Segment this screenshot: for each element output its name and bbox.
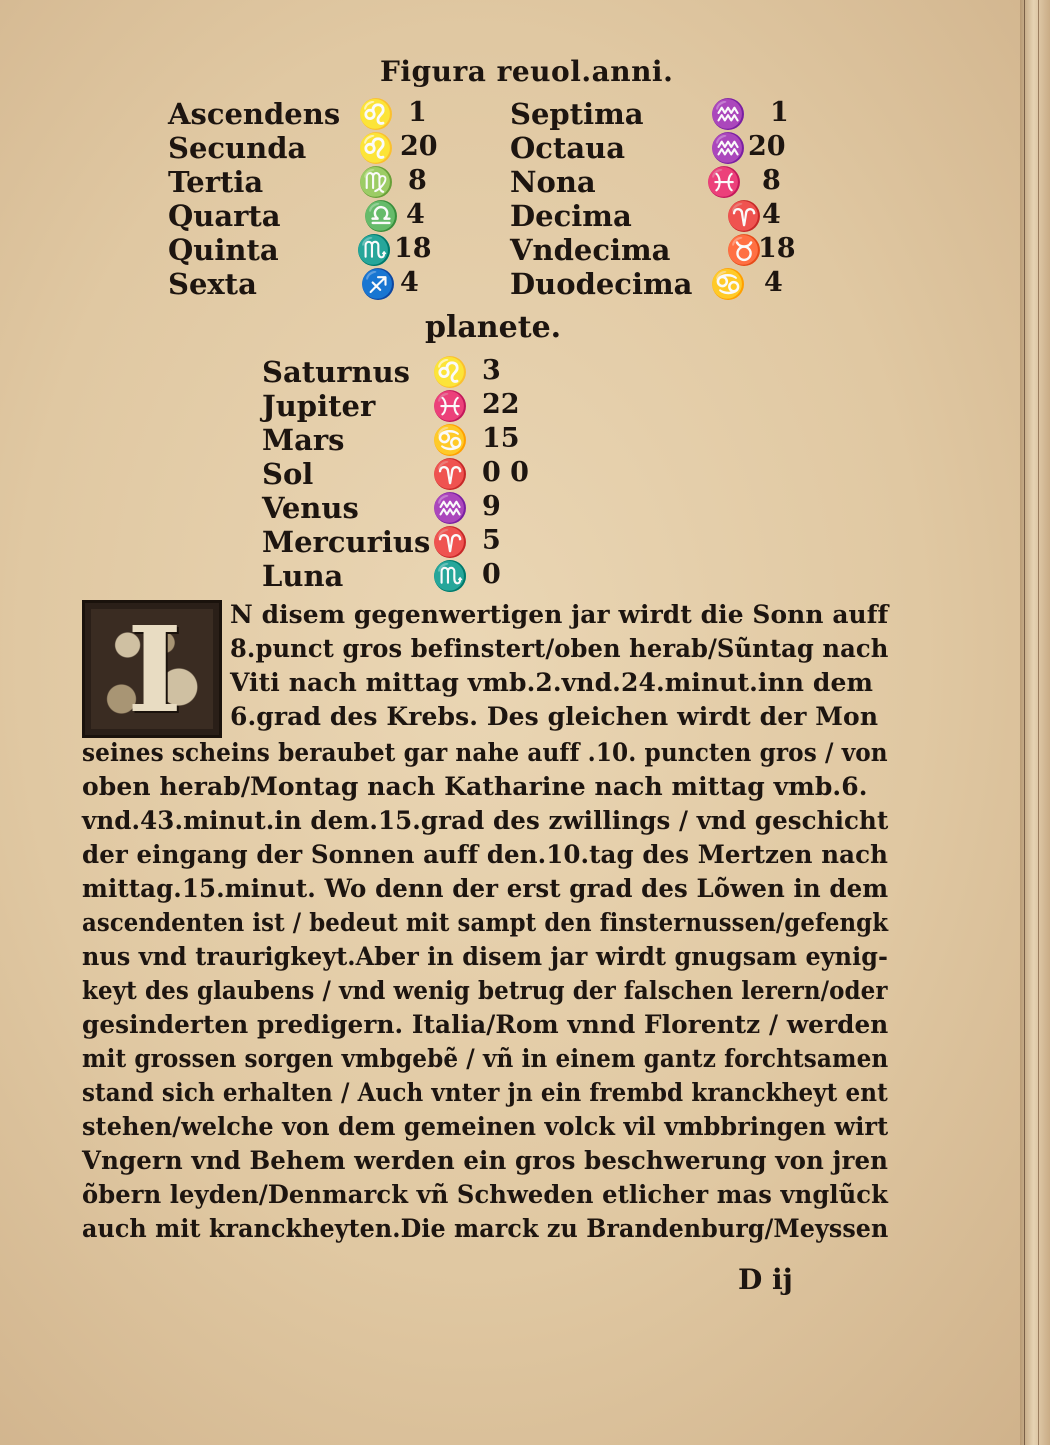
house-name: Nona bbox=[510, 165, 596, 199]
planet-name: Mercurius bbox=[262, 525, 431, 559]
planet-row bbox=[262, 355, 542, 389]
zodiac-sign-icon: ♈ bbox=[432, 457, 469, 491]
house-row bbox=[168, 233, 458, 267]
house-degree: 4 bbox=[406, 199, 425, 230]
text-line: 8.punct gros befinstert/oben herab/Sũntag nach bbox=[230, 634, 889, 663]
text-line: Viti nach mittag vmb.2.vnd.24.minut.inn dem bbox=[230, 668, 873, 697]
house-degree: 4 bbox=[400, 267, 419, 298]
planet-row bbox=[262, 525, 542, 559]
text-line: auch mit kranckheyten.Die marck zu Brandenburg/Meyssen bbox=[82, 1214, 889, 1243]
house-degree: 8 bbox=[408, 165, 427, 196]
planet-row bbox=[262, 491, 542, 525]
zodiac-sign-icon: ♈ bbox=[726, 199, 763, 233]
text-line: oben herab/Montag nach Katharine nach mittag vmb.6. bbox=[82, 772, 868, 801]
zodiac-sign-icon: ♋ bbox=[432, 423, 469, 457]
zodiac-sign-icon: ♓ bbox=[432, 389, 469, 423]
zodiac-sign-icon: ♒ bbox=[710, 131, 747, 165]
house-degree: 18 bbox=[758, 233, 796, 264]
zodiac-sign-icon: ♍ bbox=[358, 165, 395, 199]
house-degree: 20 bbox=[748, 131, 786, 162]
planet-row bbox=[262, 423, 542, 457]
zodiac-sign-icon: ♒ bbox=[710, 97, 747, 131]
house-row bbox=[168, 165, 458, 199]
house-degree: 4 bbox=[764, 267, 783, 298]
text-line: 6.grad des Krebs. Des gleichen wirdt der Mon bbox=[230, 702, 879, 731]
planet-row bbox=[262, 559, 542, 593]
house-row bbox=[510, 199, 810, 233]
planet-degree: 9 bbox=[482, 491, 501, 522]
zodiac-sign-icon: ♌ bbox=[432, 355, 469, 389]
text-line: ascendenten ist / bedeut mit sampt den finsternussen/gefengk bbox=[82, 908, 889, 937]
book-spine bbox=[1020, 0, 1050, 1445]
planet-name: Mars bbox=[262, 423, 345, 457]
planets-title: planete. bbox=[425, 310, 562, 345]
planet-degree: 3 bbox=[482, 355, 501, 386]
house-row bbox=[510, 267, 810, 301]
planet-name: Luna bbox=[262, 559, 344, 593]
zodiac-sign-icon: ♏ bbox=[356, 233, 393, 267]
house-name: Sexta bbox=[168, 267, 257, 301]
house-name: Duodecima bbox=[510, 267, 693, 301]
house-name: Septima bbox=[510, 97, 644, 131]
planet-row bbox=[262, 389, 542, 423]
house-row bbox=[168, 267, 458, 301]
house-name: Quarta bbox=[168, 199, 281, 233]
house-name: Decima bbox=[510, 199, 632, 233]
text-line: stand sich erhalten / Auch vnter jn ein frembd kranckheyt ent bbox=[82, 1078, 888, 1107]
text-line: N disem gegenwertigen jar wirdt die Sonn auff bbox=[230, 600, 889, 629]
house-name: Ascendens bbox=[168, 97, 341, 131]
text-line: mittag.15.minut. Wo denn der erst grad des Lõwen in dem bbox=[82, 874, 889, 903]
house-degree: 20 bbox=[400, 131, 438, 162]
planet-degree: 0 0 bbox=[482, 457, 529, 488]
decorated-initial bbox=[82, 600, 222, 738]
planet-row bbox=[262, 457, 542, 491]
text-line: Vngern vnd Behem werden ein gros beschwerung von jren bbox=[82, 1146, 889, 1175]
zodiac-sign-icon: ♐ bbox=[360, 267, 397, 301]
planet-degree: 22 bbox=[482, 389, 520, 420]
house-degree: 18 bbox=[394, 233, 432, 264]
signature-mark: D ij bbox=[738, 1263, 793, 1296]
zodiac-sign-icon: ♏ bbox=[432, 559, 469, 593]
text-line: õbern leyden/Denmarck vñ Schweden etlicher mas vnglũck bbox=[82, 1180, 888, 1209]
planet-name: Venus bbox=[262, 491, 359, 525]
planet-name: Sol bbox=[262, 457, 314, 491]
planet-name: Saturnus bbox=[262, 355, 410, 389]
house-row bbox=[510, 131, 810, 165]
zodiac-sign-icon: ♓ bbox=[706, 165, 743, 199]
text-line: seines scheins beraubet gar nahe auff .10. puncten gros / von bbox=[82, 738, 888, 767]
text-line: gesinderten predigern. Italia/Rom vnnd Florentz / werden bbox=[82, 1010, 889, 1039]
planet-degree: 5 bbox=[482, 525, 501, 556]
text-line: mit grossen sorgen vmbgebẽ / vñ in einem gantz forchtsamen bbox=[82, 1044, 889, 1073]
house-name: Tertia bbox=[168, 165, 264, 199]
house-name: Octaua bbox=[510, 131, 625, 165]
house-degree: 1 bbox=[770, 97, 789, 128]
house-row bbox=[168, 199, 458, 233]
text-line: der eingang der Sonnen auff den.10.tag des Mertzen nach bbox=[82, 840, 888, 869]
planet-name: Jupiter bbox=[262, 389, 376, 423]
text-line: nus vnd traurigkeyt.Aber in disem jar wirdt gnugsam eynig- bbox=[82, 942, 888, 971]
zodiac-sign-icon: ♎ bbox=[363, 199, 400, 233]
text-line: vnd.43.minut.in dem.15.grad des zwillings / vnd geschicht bbox=[82, 806, 889, 835]
house-name: Vndecima bbox=[510, 233, 671, 267]
zodiac-sign-icon: ♌ bbox=[358, 97, 395, 131]
house-row bbox=[510, 97, 810, 131]
figure-title: Figura reuol.anni. bbox=[380, 55, 674, 88]
text-line: stehen/welche von dem gemeinen volck vil vmbbringen wirt bbox=[82, 1112, 889, 1141]
zodiac-sign-icon: ♌ bbox=[358, 131, 395, 165]
planet-degree: 15 bbox=[482, 423, 520, 454]
zodiac-sign-icon: ♉ bbox=[726, 233, 763, 267]
house-name: Secunda bbox=[168, 131, 307, 165]
house-degree: 8 bbox=[762, 165, 781, 196]
zodiac-sign-icon: ♈ bbox=[432, 525, 469, 559]
house-degree: 4 bbox=[762, 199, 781, 230]
planet-degree: 0 bbox=[482, 559, 501, 590]
zodiac-sign-icon: ♋ bbox=[710, 267, 747, 301]
house-row bbox=[510, 233, 810, 267]
house-row bbox=[510, 165, 810, 199]
text-line: keyt des glaubens / vnd wenig betrug der falschen lerern/oder bbox=[82, 976, 888, 1005]
house-row bbox=[168, 97, 458, 131]
house-row bbox=[168, 131, 458, 165]
house-name: Quinta bbox=[168, 233, 279, 267]
zodiac-sign-icon: ♒ bbox=[432, 491, 469, 525]
house-degree: 1 bbox=[408, 97, 427, 128]
initial-letter: I bbox=[127, 600, 183, 738]
